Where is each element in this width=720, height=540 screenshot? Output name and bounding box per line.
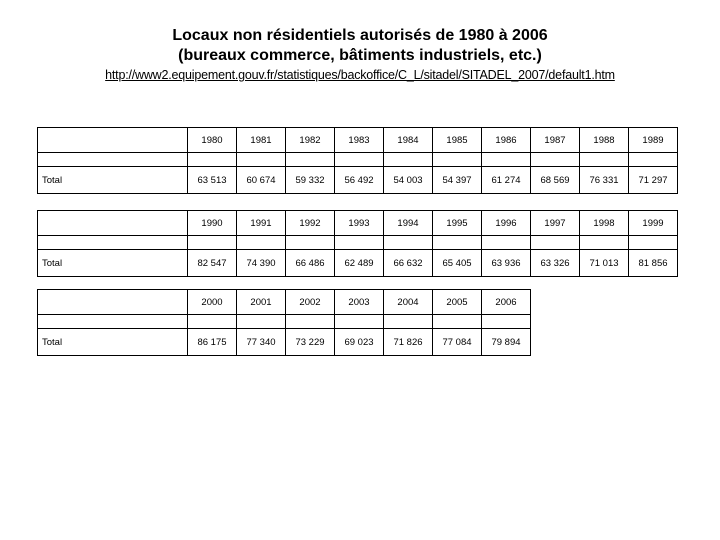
value-cell: 54 003 — [384, 167, 433, 194]
value-cell: 65 405 — [433, 250, 482, 277]
year-header-cell: 1999 — [629, 211, 678, 236]
value-cell: 66 486 — [286, 250, 335, 277]
total-row — [38, 329, 531, 356]
empty-cell — [38, 290, 188, 315]
value-cell: 71 826 — [384, 329, 433, 356]
empty-cell — [531, 236, 580, 250]
value-cell: 77 340 — [237, 329, 286, 356]
year-header-row — [38, 211, 678, 236]
total-row — [38, 167, 678, 194]
year-header-cell: 2004 — [384, 290, 433, 315]
year-header-cell: 1991 — [237, 211, 286, 236]
value-cell: 71 297 — [629, 167, 678, 194]
year-header-cell: 1989 — [629, 128, 678, 153]
value-cell: 71 013 — [580, 250, 629, 277]
value-cell: 82 547 — [188, 250, 237, 277]
empty-cell — [629, 236, 678, 250]
value-cell: 61 274 — [482, 167, 531, 194]
data-table-2000s — [37, 289, 531, 356]
empty-cell — [38, 153, 188, 167]
empty-cell — [237, 153, 286, 167]
value-cell: 63 326 — [531, 250, 580, 277]
year-header-cell: 1986 — [482, 128, 531, 153]
empty-cell — [335, 153, 384, 167]
value-cell: 54 397 — [433, 167, 482, 194]
row-label-cell: Total — [38, 250, 188, 277]
empty-cell — [237, 236, 286, 250]
spacer-row — [38, 153, 678, 167]
year-header-cell: 1992 — [286, 211, 335, 236]
empty-cell — [38, 211, 188, 236]
data-table-1980s — [37, 127, 678, 194]
value-cell: 63 936 — [482, 250, 531, 277]
year-header-cell: 1988 — [580, 128, 629, 153]
value-cell: 74 390 — [237, 250, 286, 277]
value-cell: 77 084 — [433, 329, 482, 356]
year-header-row — [38, 128, 678, 153]
year-header-cell: 1983 — [335, 128, 384, 153]
value-cell: 86 175 — [188, 329, 237, 356]
value-cell: 59 332 — [286, 167, 335, 194]
spacer-row — [38, 236, 678, 250]
year-header-cell: 1985 — [433, 128, 482, 153]
total-row — [38, 250, 678, 277]
year-header-cell: 2000 — [188, 290, 237, 315]
year-header-cell: 1995 — [433, 211, 482, 236]
empty-cell — [188, 236, 237, 250]
empty-cell — [433, 315, 482, 329]
empty-cell — [531, 153, 580, 167]
empty-cell — [188, 315, 237, 329]
value-cell: 66 632 — [384, 250, 433, 277]
empty-cell — [482, 236, 531, 250]
year-header-cell: 2001 — [237, 290, 286, 315]
year-header-cell: 1987 — [531, 128, 580, 153]
value-cell: 81 856 — [629, 250, 678, 277]
empty-cell — [38, 315, 188, 329]
value-cell: 63 513 — [188, 167, 237, 194]
empty-cell — [237, 315, 286, 329]
year-header-cell: 1980 — [188, 128, 237, 153]
empty-cell — [286, 315, 335, 329]
year-header-cell: 1997 — [531, 211, 580, 236]
year-header-cell: 2002 — [286, 290, 335, 315]
value-cell: 56 492 — [335, 167, 384, 194]
empty-cell — [38, 128, 188, 153]
value-cell: 73 229 — [286, 329, 335, 356]
empty-cell — [38, 236, 188, 250]
year-header-cell: 1994 — [384, 211, 433, 236]
empty-cell — [286, 236, 335, 250]
value-cell: 68 569 — [531, 167, 580, 194]
empty-cell — [286, 153, 335, 167]
year-header-row — [38, 290, 531, 315]
empty-cell — [433, 236, 482, 250]
data-table-1990s — [37, 210, 678, 277]
year-header-cell: 1981 — [237, 128, 286, 153]
value-cell: 62 489 — [335, 250, 384, 277]
empty-cell — [629, 153, 678, 167]
empty-cell — [482, 315, 531, 329]
empty-cell — [384, 236, 433, 250]
empty-cell — [482, 153, 531, 167]
empty-cell — [335, 236, 384, 250]
empty-cell — [580, 153, 629, 167]
empty-cell — [335, 315, 384, 329]
year-header-cell: 1996 — [482, 211, 531, 236]
empty-cell — [384, 153, 433, 167]
year-header-cell: 2006 — [482, 290, 531, 315]
empty-cell — [188, 153, 237, 167]
year-header-cell: 1982 — [286, 128, 335, 153]
source-link[interactable]: http://www2.equipement.gouv.fr/statistiques/backoffice/C_L/sitadel/SITADEL_2007/default1.htm — [105, 68, 615, 82]
page-title-line2: (bureaux commerce, bâtiments industriels, etc.) — [178, 47, 542, 64]
year-header-cell: 1990 — [188, 211, 237, 236]
value-cell: 60 674 — [237, 167, 286, 194]
value-cell: 69 023 — [335, 329, 384, 356]
year-header-cell: 1984 — [384, 128, 433, 153]
row-label-cell: Total — [38, 167, 188, 194]
value-cell: 79 894 — [482, 329, 531, 356]
year-header-cell: 1998 — [580, 211, 629, 236]
spacer-row — [38, 315, 531, 329]
year-header-cell: 2003 — [335, 290, 384, 315]
value-cell: 76 331 — [580, 167, 629, 194]
page-title-line1: Locaux non résidentiels autorisés de 1980 à 2006 — [172, 27, 548, 44]
year-header-cell: 2005 — [433, 290, 482, 315]
empty-cell — [433, 153, 482, 167]
empty-cell — [580, 236, 629, 250]
row-label-cell: Total — [38, 329, 188, 356]
empty-cell — [384, 315, 433, 329]
year-header-cell: 1993 — [335, 211, 384, 236]
